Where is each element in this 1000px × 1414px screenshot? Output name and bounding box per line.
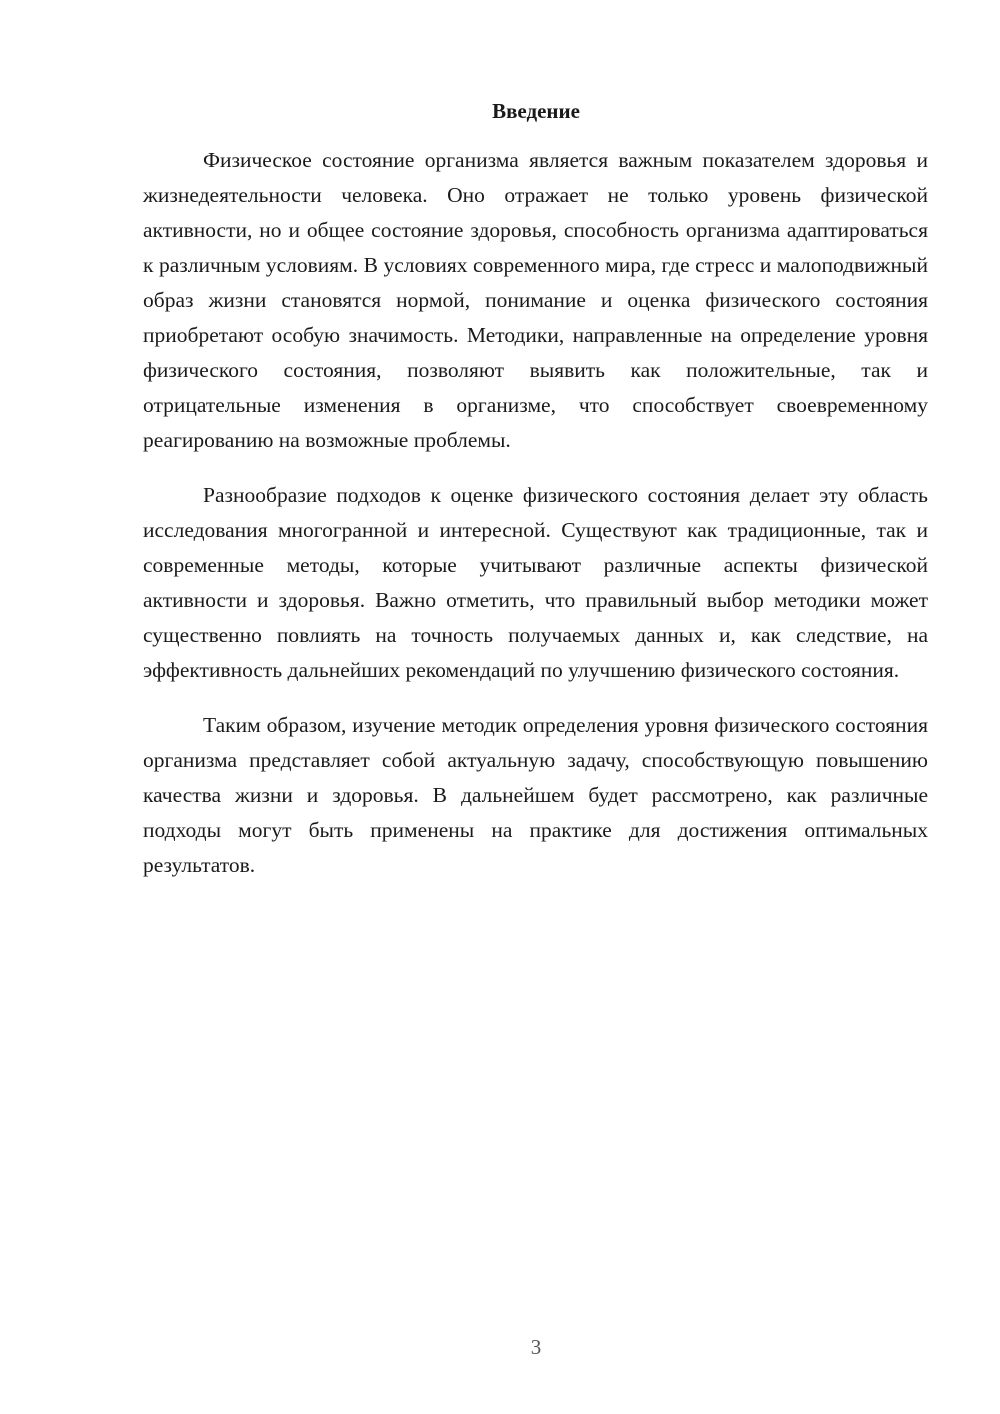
paragraph-1: Физическое состояние организма является важным показателем здоровья и жизнедеятельности человека. Оно отражает не только уровень физической активности, но и общее состояние здоровья, способность организма адаптироваться к различным условиям. В условиях современного мира, где стресс и малоподвижный образ жизни становятся нормой, понимание и оценка физического состояния приобретают особую значимость. Методики, направленные на определение уровня физического состояния, позволяют выявить как положительные, так и отрицательные изменения в организме, что способствует своевременному реагированию на возможные проблемы. xyxy=(143,148,928,452)
paragraph-2: Разнообразие подходов к оценке физического состояния делает эту область исследования многогранной и интересной. Существуют как традиционные, так и современные методы, которые учитывают различные аспекты физической активности и здоровья. Важно отметить, что правильный выбор методики может существенно повлиять на точность получаемых данных и, как следствие, на эффективность дальнейших рекомендаций по улучшению физического состояния. xyxy=(143,483,928,682)
page-title: Введение xyxy=(492,99,580,123)
paragraph-3: Таким образом, изучение методик определения уровня физического состояния организма представляет собой актуальную задачу, способствующую повышению качества жизни и здоровья. В дальнейшем будет рассмотрено, как различные подходы могут быть применены на практике для достижения оптимальных результатов. xyxy=(143,713,928,877)
page-number: 3 xyxy=(530,1335,542,1359)
body-text xyxy=(143,143,928,903)
